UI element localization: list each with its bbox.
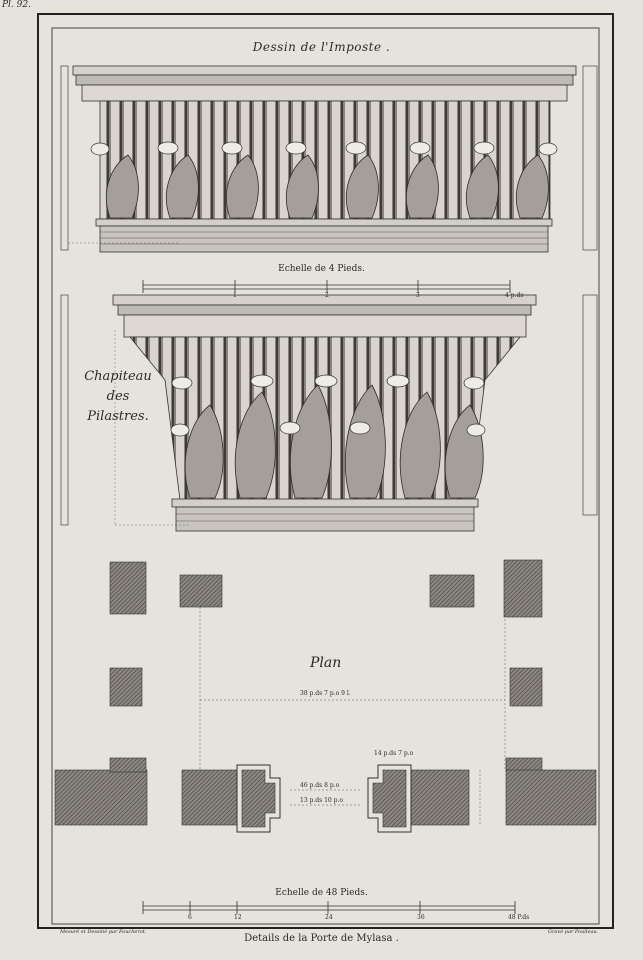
capital-label-line: des [106, 389, 130, 404]
plan-dimension: 13 p.ds 10 p.o [300, 797, 344, 804]
scale-large-label: Echelle de 48 Pieds. [275, 888, 368, 898]
plan-dimension: 14 p.ds 7 p.o [374, 750, 414, 757]
scale-large-bar [143, 901, 515, 914]
scale-large-tick: 48 P.ds [508, 914, 530, 921]
imposte-title: Dessin de l'Imposte . [252, 40, 391, 54]
scale-small-tick: 1 [233, 292, 237, 299]
scale-large-tick: 12 [234, 914, 242, 921]
credit-left: Mesuré et Dessiné par Foucherot. [60, 929, 147, 935]
scale-large-tick: 36 [417, 914, 425, 921]
plate-caption: Details de la Porte de Mylasa . [244, 933, 399, 944]
capital-label-line: Pilastres. [87, 409, 149, 424]
scale-small-tick: 4 p.ds [505, 292, 524, 299]
plate-number: Pl. 92. [2, 0, 31, 10]
plan-dimension: 38 p.ds 7 p.o 9 l. [300, 690, 351, 697]
plan-label: Plan [310, 655, 342, 671]
scale-small-label: Echelle de 4 Pieds. [278, 264, 365, 274]
scale-large-tick: 6 [188, 914, 192, 921]
imposte-drawing [61, 66, 597, 252]
credit-right: Gravé par Poulleau. [548, 929, 599, 935]
plan-dimension: 46 p.ds 8 p.o [300, 782, 340, 789]
scale-small-tick: 3 [416, 292, 420, 299]
capital-label-line: Chapiteau [84, 369, 152, 384]
capital-label [78, 367, 158, 427]
scale-small-tick: 2 [325, 292, 329, 299]
scale-large-tick: 24 [325, 914, 333, 921]
